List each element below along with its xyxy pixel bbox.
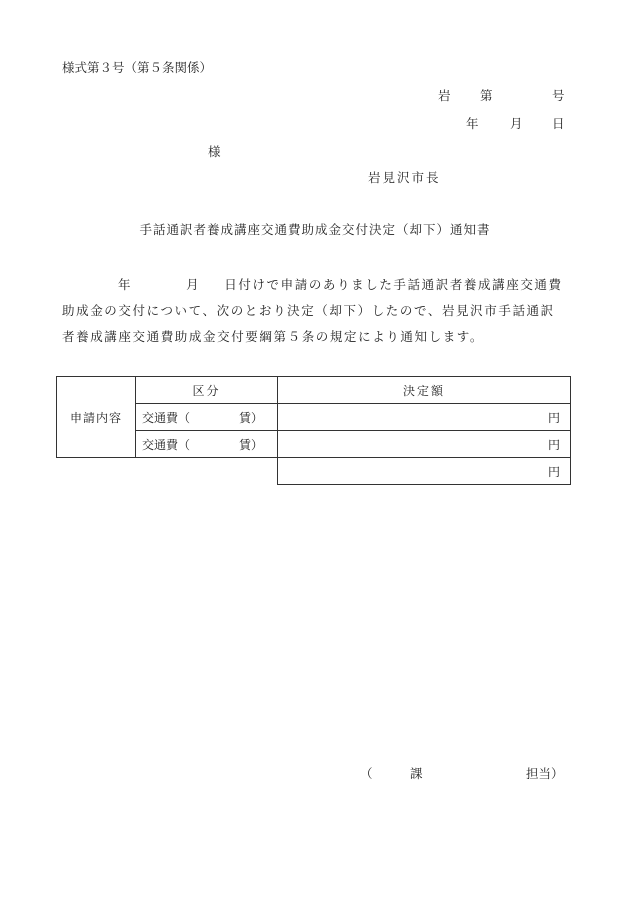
row-label: 交通費（: [142, 410, 191, 425]
row-amount: 円: [278, 404, 571, 431]
issuer: 岩見沢市長: [368, 170, 441, 185]
row-amount: 円: [278, 431, 571, 458]
row-category: [136, 431, 278, 458]
header-amount: 決定額: [278, 377, 571, 404]
body-text: [62, 272, 570, 350]
header-category: 区分: [136, 377, 278, 404]
date-month: 月: [510, 116, 523, 131]
body-month: 月: [186, 277, 201, 292]
total-amount: 円: [278, 458, 571, 485]
form-id: 様式第３号（第５条関係）: [62, 60, 213, 75]
doc-number-mid: 第: [480, 88, 493, 103]
row-category: [136, 404, 278, 431]
table-header-row: [57, 377, 571, 404]
date-year: 年: [466, 116, 479, 131]
doc-number-suffix: 号: [552, 88, 565, 103]
body-year: 年: [118, 277, 133, 292]
date-day: 日: [552, 116, 565, 131]
addressee: 様: [208, 144, 221, 159]
document-title: 手話通訳者養成講座交通費助成金交付決定（却下）通知書: [139, 222, 491, 237]
body-line-2: 助成金の交付について、次のとおり決定（却下）したので、岩見沢市手話通訳: [62, 303, 555, 318]
row-suffix: 賃）: [238, 410, 263, 425]
decision-table: [56, 376, 571, 485]
contact-charge: 担当）: [526, 766, 564, 781]
body-line-1-rest: 日付けで申請のありました手話通訳者養成講座交通費: [224, 277, 563, 292]
doc-number-prefix: 岩: [438, 88, 451, 103]
table-total-row: [57, 458, 571, 485]
row-suffix: 賃）: [238, 437, 263, 452]
body-line-1: [62, 272, 570, 298]
contact-section: 課: [410, 766, 423, 781]
contact-open: （: [360, 766, 373, 781]
row-group-label: 申請内容: [57, 377, 136, 458]
row-label: 交通費（: [142, 437, 191, 452]
body-line-3: 者養成講座交通費助成金交付要綱第５条の規定により通知します。: [62, 329, 485, 344]
